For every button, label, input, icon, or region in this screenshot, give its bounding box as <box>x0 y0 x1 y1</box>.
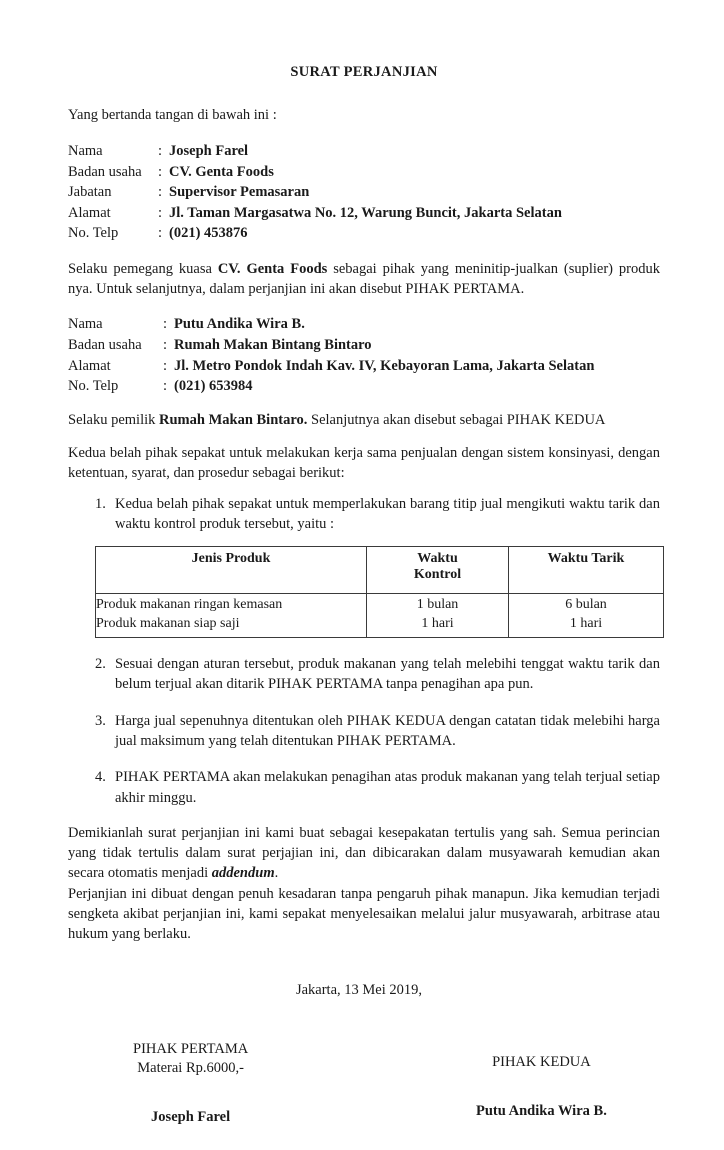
detail-value: (021) 453876 <box>169 225 248 242</box>
detail-colon: : <box>163 337 168 354</box>
statement-text-part: Selanjutnya akan disebut sebagai PIHAK KEDUA <box>307 411 606 428</box>
tarik-line: 6 bulan <box>565 597 607 613</box>
detail-row <box>68 203 660 224</box>
table-header-jenis-produk: Jenis Produk <box>96 547 367 594</box>
detail-row <box>68 223 660 244</box>
detail-colon: : <box>163 357 168 374</box>
detail-label: Badan usaha <box>68 337 142 354</box>
table-cell-kontrol <box>367 594 509 638</box>
detail-label: No. Telp <box>68 225 119 242</box>
party-two-details <box>68 314 660 396</box>
signature-area <box>68 1040 660 1150</box>
table-row <box>96 594 664 638</box>
detail-colon: : <box>158 184 163 201</box>
kontrol-line: 1 hari <box>421 616 454 632</box>
clause-item <box>68 654 660 695</box>
detail-value: Joseph Farel <box>169 143 249 159</box>
detail-row <box>68 314 660 335</box>
produk-line: Produk makanan siap saji <box>96 616 240 632</box>
statement-company-bold: CV. Genta Foods <box>217 260 328 277</box>
detail-colon: : <box>158 163 163 180</box>
statement-business-bold: Rumah Makan Bintaro. <box>159 411 308 428</box>
party-one-details <box>68 141 660 244</box>
signature-role-second: PIHAK KEDUA <box>492 1053 591 1070</box>
detail-value: Supervisor Pemasaran <box>169 184 310 201</box>
detail-value: CV. Genta Foods <box>169 163 274 180</box>
clause-text: Sesuai dengan aturan tersebut, produk makanan yang telah melebihi tenggat waktu tarik dan belum terjual akan ditarik PIHAK PERTAMA tanpa penagihan apa pun. <box>115 656 660 693</box>
clause-list-continued <box>68 654 660 808</box>
produk-line: Produk makanan ringan kemasan <box>96 597 283 613</box>
table-header-row <box>96 547 664 594</box>
tarik-line: 1 hari <box>569 616 603 632</box>
closing-paragraph-1 <box>68 823 660 884</box>
closing-text-part: . <box>274 865 279 882</box>
detail-label: Nama <box>68 316 103 333</box>
table-cell-tarik <box>509 594 664 638</box>
detail-label: Alamat <box>68 204 111 221</box>
addendum-emphasis: addendum <box>211 865 275 882</box>
detail-colon: : <box>163 378 168 395</box>
detail-colon: : <box>163 316 168 333</box>
party-one-statement <box>68 259 660 300</box>
detail-row <box>68 356 660 377</box>
detail-label: Jabatan <box>68 184 112 201</box>
table-header-waktu-tarik: Waktu Tarik <box>509 547 664 594</box>
clause-number: 4. <box>95 769 106 786</box>
date-line: Jakarta, 13 Mei 2019, <box>295 981 423 998</box>
detail-colon: : <box>158 225 163 242</box>
table-header-waktu-kontrol <box>367 547 509 594</box>
clause-text: Harga jual sepenuhnya ditentukan oleh PIHAK KEDUA dengan catatan tidak melebihi harga jual maksimum yang telah ditentukan PIHAK PERTAMA. <box>115 712 660 749</box>
detail-row <box>68 182 660 203</box>
signature-block-first-party <box>133 1040 248 1128</box>
clause-text: Kedua belah pihak sepakat untuk memperlakukan barang titip jual mengikuti waktu tarik dan waktu kontrol produk tersebut, yaitu : <box>115 495 660 532</box>
statement-text-part: sebagai pihak yang meninitip-jualkan (suplier) produk nya. Untuk selanjutnya, dalam perjanjian ini akan disebut PIHAK PERTAMA. <box>68 260 660 298</box>
page-title: SURAT PERJANJIAN <box>290 64 438 80</box>
product-schedule-table <box>95 546 664 638</box>
detail-colon: : <box>158 143 163 159</box>
detail-value: Putu Andika Wira B. <box>174 316 305 333</box>
clause-list <box>68 494 660 535</box>
clause-number: 3. <box>95 712 106 729</box>
clause-number: 2. <box>95 656 106 673</box>
signature-stamp-note: Materai Rp.6000,- <box>137 1060 244 1077</box>
detail-value: (021) 653984 <box>174 378 253 395</box>
clause-item <box>68 494 660 535</box>
intro-line: Yang bertanda tangan di bawah ini : <box>68 107 277 123</box>
detail-label: Nama <box>68 143 103 159</box>
detail-colon: : <box>158 204 163 221</box>
signature-role-first: PIHAK PERTAMA <box>133 1040 249 1057</box>
detail-row <box>68 162 660 183</box>
party-two-statement <box>68 410 660 430</box>
kontrol-line: 1 bulan <box>416 597 459 613</box>
header-line-2: Kontrol <box>413 567 462 583</box>
detail-row <box>68 376 660 397</box>
signature-block-second-party <box>476 1053 607 1122</box>
clause-item <box>68 767 660 808</box>
detail-row <box>68 335 660 356</box>
signature-name-second: Putu Andika Wira B. <box>476 1103 607 1120</box>
clause-item <box>68 711 660 752</box>
statement-text-part: Selaku pemilik <box>68 411 160 428</box>
detail-value: Jl. Taman Margasatwa No. 12, Warung Buncit, Jakarta Selatan <box>169 204 562 221</box>
table-cell-produk <box>96 594 367 638</box>
closing-paragraph-2: Perjanjian ini dibuat dengan penuh kesadaran tanpa pengaruh pihak manapun. Jika kemudian terjadi sengketa akibat perjanjian ini, kami sepakat menyelesaikan melalui jalur musyawarah, arbitrase atau hukum yang berlaku. <box>68 885 660 943</box>
detail-label: Alamat <box>68 357 111 374</box>
statement-text-part: Selaku pemegang kuasa <box>68 260 218 277</box>
document-body <box>68 0 660 1150</box>
detail-row <box>68 141 660 162</box>
signature-name-first: Joseph Farel <box>151 1108 231 1125</box>
detail-value: Jl. Metro Pondok Indah Kav. IV, Kebayoran Lama, Jakarta Selatan <box>174 357 595 374</box>
detail-label: No. Telp <box>68 378 119 395</box>
header-line-1: Waktu <box>417 551 458 567</box>
closing-text-part: Demikianlah surat perjanjian ini kami buat sebagai kesepakatan tertulis yang sah. Semua perincian yang tidak tertulis dalam surat perjajian ini, dan dibicarakan dalam musyawarah kemudian akan secara otomatis menjadi <box>68 824 660 882</box>
clause-number: 1. <box>95 495 106 512</box>
detail-label: Badan usaha <box>68 163 142 180</box>
clause-text: PIHAK PERTAMA akan melakukan penagihan atas produk makanan yang telah terjual setiap akhir minggu. <box>115 769 660 806</box>
detail-value: Rumah Makan Bintang Bintaro <box>174 337 372 354</box>
agreement-intro: Kedua belah pihak sepakat untuk melakukan kerja sama penjualan dengan sistem konsinyasi, dengan ketentuan, syarat, dan prosedur sebagai berikut: <box>68 445 660 482</box>
